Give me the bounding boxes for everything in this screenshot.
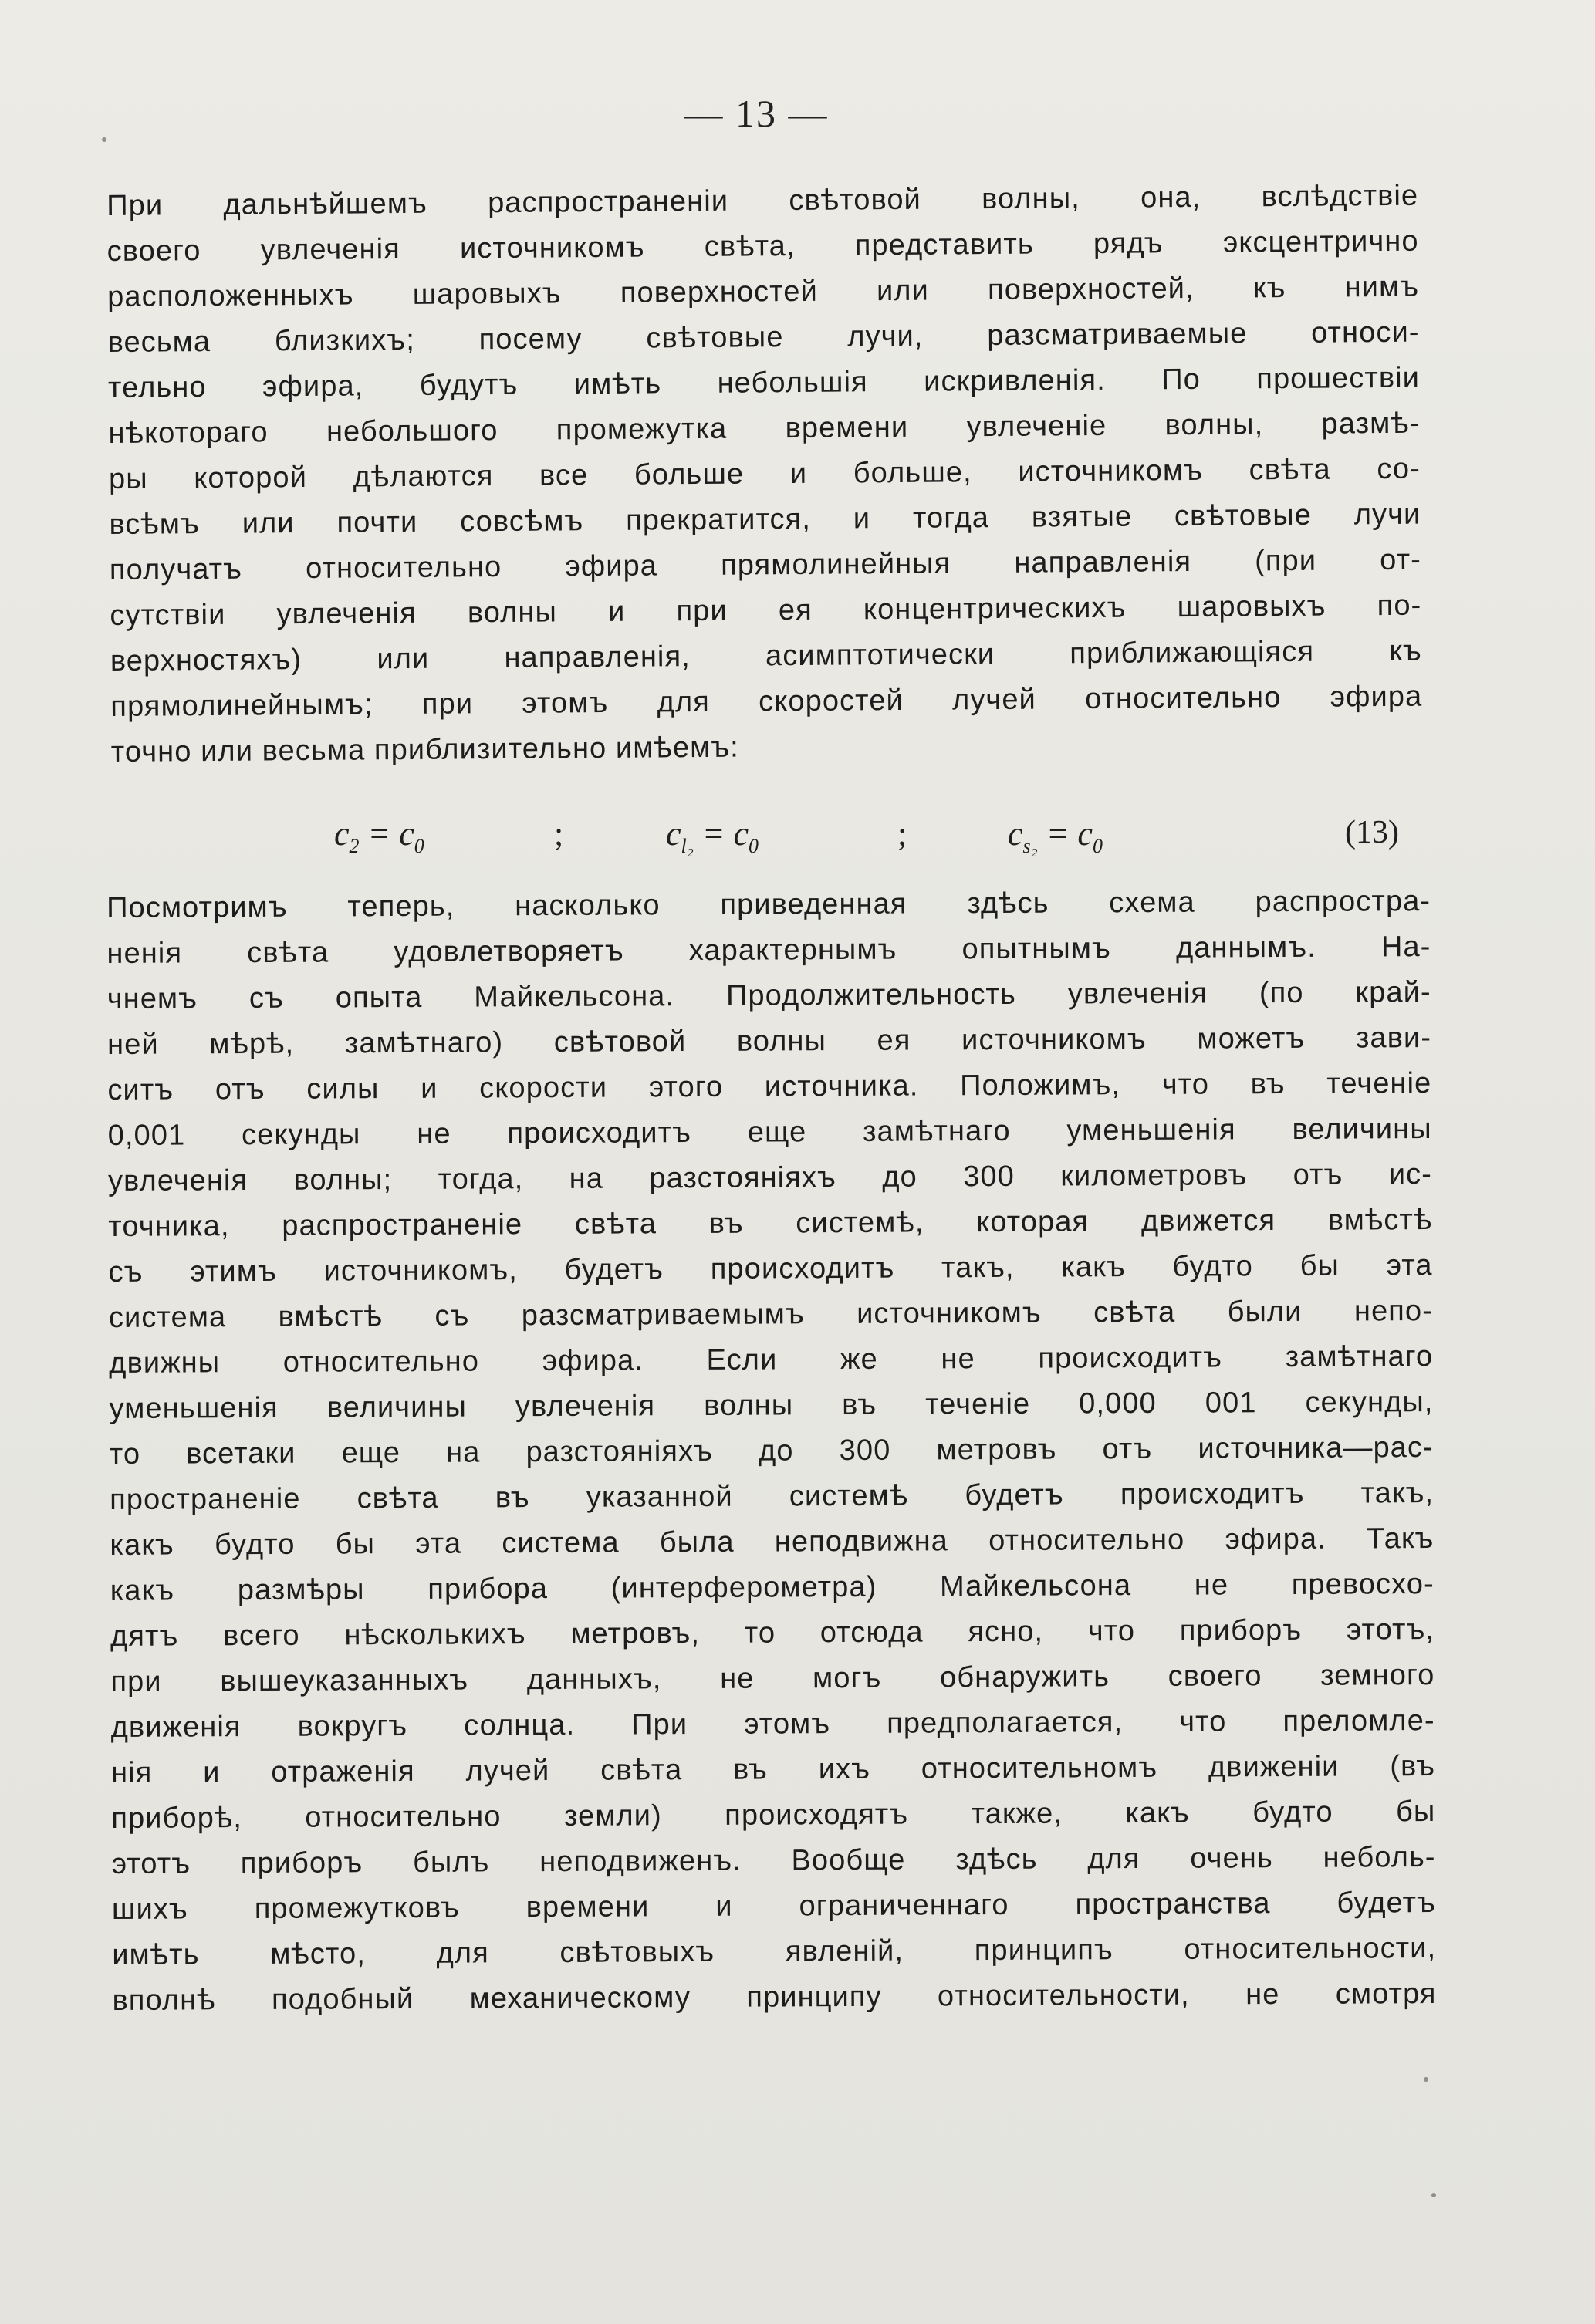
text-line: этотъ приборъ былъ неподвиженъ. Вообще здѣсь для очень неболь- [111,1840,1436,1880]
equation-number: (13) [1345,815,1399,850]
text-line: весьма близкихъ; посему свѣтовые лучи, разсматриваемые относи- [107,316,1420,359]
text-line: своего увлеченія источникомъ свѣта, представить рядъ эксцентрично [106,225,1419,268]
text-line: ры которой дѣлаются все больше и больше, источникомъ свѣта со- [108,452,1421,495]
text-line: дятъ всего нѣсколькихъ метровъ, то отсюда ясно, что приборъ этотъ, [110,1613,1435,1653]
text-line: Посмотримъ теперь, насколько приведенная здѣсь схема распростра- [106,885,1431,924]
text-line: уменьшенія величины увлеченія волны въ теченіе 0,000 001 секунды, [109,1386,1434,1425]
text-line: всѣмъ или почти совсѣмъ прекратится, и тогда взятые свѣтовые лучи [109,498,1421,541]
text-line: сутствіи увлеченія волны и при ея концентрическихъ шаровыхъ по- [110,589,1422,632]
text-line: при вышеуказанныхъ данныхъ, не могъ обнаружить своего земного [110,1659,1435,1698]
paragraph-1 [106,174,1423,775]
text-line: движны относительно эфира. Если же не происходитъ замѣтнаго [109,1340,1434,1380]
text-line: точника, распространеніе свѣта въ системѣ, которая движется вмѣстѣ [108,1204,1433,1243]
text-line: какъ размѣры прибора (интерферометра) Майкельсона не превосхо- [110,1568,1434,1607]
text-line: 0,001 секунды не происходитъ еще замѣтнаго уменьшенія величины [107,1113,1432,1152]
text-line: При дальнѣйшемъ распространеніи свѣтовой волны, она, вслѣдствіе [106,179,1419,222]
formula-term-2: $c_{l_2} = c_0$ [666,815,759,857]
text-line: чнемъ съ опыта Майкельсона. Продолжительность увлеченія (по край- [106,976,1431,1015]
text-line: ней мѣрѣ, замѣтнаго) свѣтовой волны ея источникомъ можетъ зави- [106,1022,1432,1061]
text-line: увлеченія волны; тогда, на разстояніяхъ до 300 километровъ отъ ис- [107,1158,1433,1197]
text-line: приборѣ, относительно земли) происходятъ также, какъ будто бы [111,1795,1436,1835]
text-line: система вмѣстѣ съ разсматриваемымъ источникомъ свѣта были непо- [108,1295,1434,1334]
formula-separator: ; [897,815,907,853]
paper-speck [1424,2077,1428,2082]
paper-speck [1431,2193,1436,2197]
text-line: шихъ промежутковъ времени и ограниченнаго пространства будетъ [111,1886,1437,1926]
text-line: пространеніе свѣта въ указанной системѣ будетъ происходитъ такъ, [110,1477,1434,1516]
text-line: вполнѣ подобный механическому принципу относительности, не смотря [112,1977,1437,2017]
text-line: съ этимъ источникомъ, будетъ происходитъ такъ, какъ будто бы эта [108,1249,1433,1289]
paper-speck [102,137,106,142]
formula-separator: ; [554,815,564,853]
paragraph-2 [106,879,1437,2024]
text-line: прямолинейнымъ; при этомъ для скоростей лучей относительно эфира [110,680,1423,723]
text-line: имѣть мѣсто, для свѣтовыхъ явленій, принципъ относительности, [112,1931,1437,1971]
formula-term-3: $c_{s_2} = c_0$ [1008,815,1103,857]
text-line: расположенныхъ шаровыхъ поверхностей или поверхностей, къ нимъ [106,270,1420,313]
text-line: движенія вокругъ солнца. При этомъ предполагается, что преломле- [110,1704,1435,1744]
text-line: нія и отраженія лучей свѣта въ ихъ относительномъ движеніи (въ [110,1749,1436,1789]
text-line: получатъ относительно эфира прямолинейныя направленія (при от- [109,543,1422,586]
formula-term-1: $c_2 = c_0$ [334,815,424,857]
text-line: то всетаки еще на разстояніяхъ до 300 метровъ отъ источника—рас- [109,1431,1434,1471]
page-number: — 13 — [684,92,829,135]
text-line: какъ будто бы эта система была неподвижна относительно эфира. Такъ [110,1522,1434,1562]
equation-13 [106,814,1418,868]
text-line: верхностяхъ) или направленія, асимптотически приближающіяся къ [110,634,1422,677]
text-line: точно или весьма приблизительно имѣемъ: [110,731,740,768]
text-line: нѣкотораго небольшого промежутка времени увлеченіе волны, размѣ- [108,407,1421,450]
text-line: тельно эфира, будутъ имѣть небольшія искривленія. По прошествіи [107,361,1421,404]
text-line: ненія свѣта удовлетворяетъ характернымъ опытнымъ даннымъ. На- [106,931,1431,970]
text-line: ситъ отъ силы и скорости этого источника. Положимъ, что въ теченіе [107,1067,1432,1106]
